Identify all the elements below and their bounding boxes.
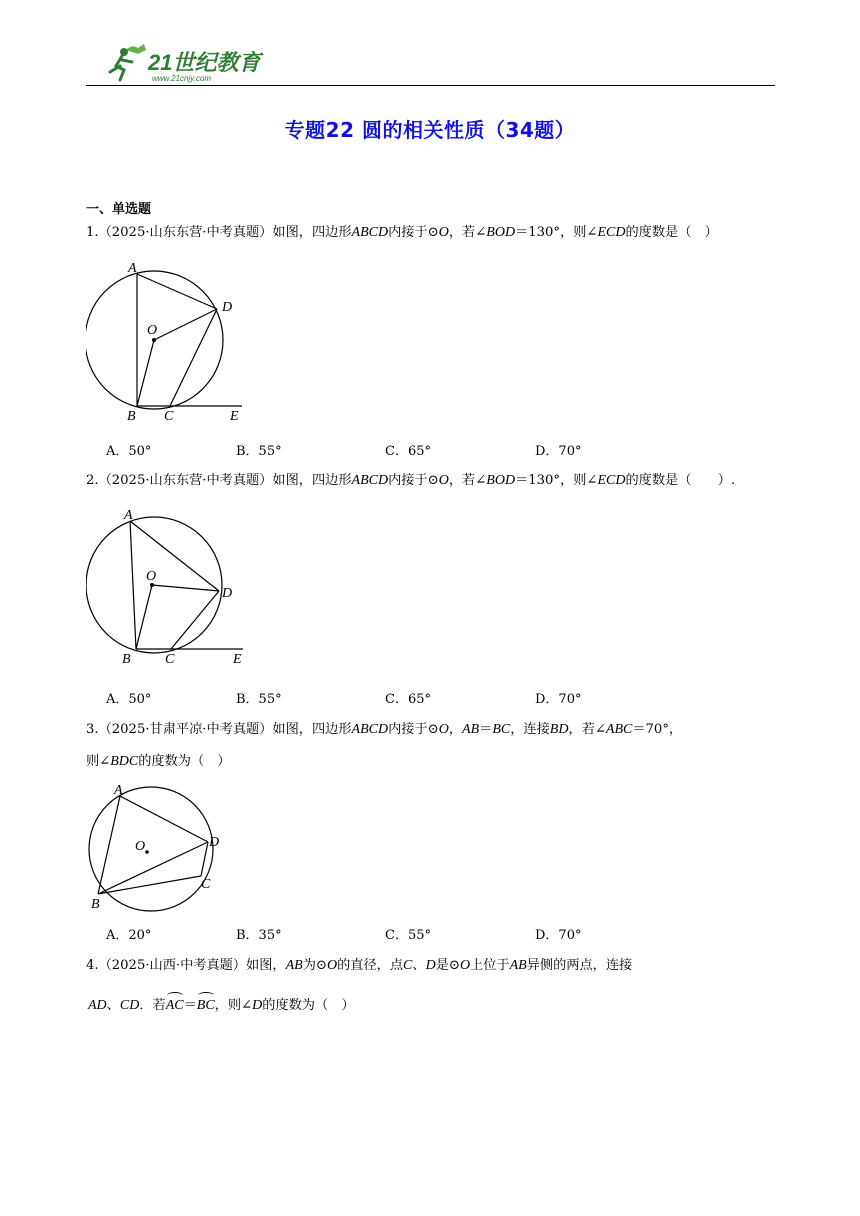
question-4-text-line2: AD、CD．若AC＝BC，则∠D的度数为（ ） (88, 995, 355, 1017)
point-label: C (164, 409, 174, 424)
option-d[interactable]: D．70° (535, 444, 582, 459)
option-b[interactable]: B．55° (236, 444, 282, 459)
option-c[interactable]: C．65° (385, 692, 431, 707)
point-label: C (165, 652, 175, 667)
question-4-text-line1: 4.（2025·山西·中考真题）如图，AB为⊙O的直径，点C、D是⊙O上位于AB异侧的两点，连接 (86, 958, 633, 973)
point-label: B (91, 897, 100, 912)
site-logo (108, 40, 278, 84)
question-1-figure (86, 256, 256, 424)
point-label: A (124, 508, 133, 523)
section-heading: 一、单选题 (86, 202, 152, 217)
point-label: D (222, 586, 233, 601)
point-label: E (233, 652, 242, 667)
option-c[interactable]: C．65° (385, 444, 431, 459)
option-a[interactable]: A．50° (106, 692, 152, 707)
question-1-text: 1.（2025·山东东营·中考真题）如图，四边形ABCD内接于⊙O，若∠BOD＝130°，则∠ECD的度数是（ ） (86, 225, 718, 240)
option-d[interactable]: D．70° (535, 928, 582, 943)
point-label: A (114, 783, 123, 798)
point-label: C (201, 877, 211, 892)
point-label: B (127, 409, 136, 424)
option-a[interactable]: A．20° (106, 928, 152, 943)
option-a[interactable]: A．50° (106, 444, 152, 459)
point-label: O (147, 323, 158, 338)
point-label: D (209, 835, 220, 850)
point-label: A (128, 261, 137, 276)
point-label: O (146, 569, 157, 584)
point-label: E (230, 409, 239, 424)
logo-url-text: www.21cnjy.com (152, 74, 211, 83)
header-rule (86, 85, 775, 86)
runner-logo-icon (110, 44, 146, 80)
question-3-text-line2: 则∠BDC的度数为（ ） (86, 754, 231, 769)
question-2-text: 2.（2025·山东东营·中考真题）如图，四边形ABCD内接于⊙O，若∠BOD＝130°，则∠ECD的度数是（ ）. (86, 473, 736, 488)
option-d[interactable]: D．70° (535, 692, 582, 707)
point-label: D (222, 300, 233, 315)
question-3-figure (86, 782, 236, 912)
option-b[interactable]: B．35° (236, 928, 282, 943)
question-2-figure (86, 503, 256, 671)
page-title: 专题22 圆的相关性质（34题） (284, 118, 576, 142)
option-c[interactable]: C．55° (385, 928, 431, 943)
arc-ac: AC (166, 995, 184, 1017)
point-label: O (135, 839, 146, 854)
point-label: B (122, 652, 131, 667)
option-b[interactable]: B．55° (236, 692, 282, 707)
logo-text: 21世纪教育 (148, 50, 261, 75)
question-3-text-line1: 3.（2025·甘肃平凉·中考真题）如图，四边形ABCD内接于⊙O，AB＝BC，连接BD，若∠ABC＝70°， (86, 722, 683, 737)
arc-bc: BC (197, 995, 215, 1017)
